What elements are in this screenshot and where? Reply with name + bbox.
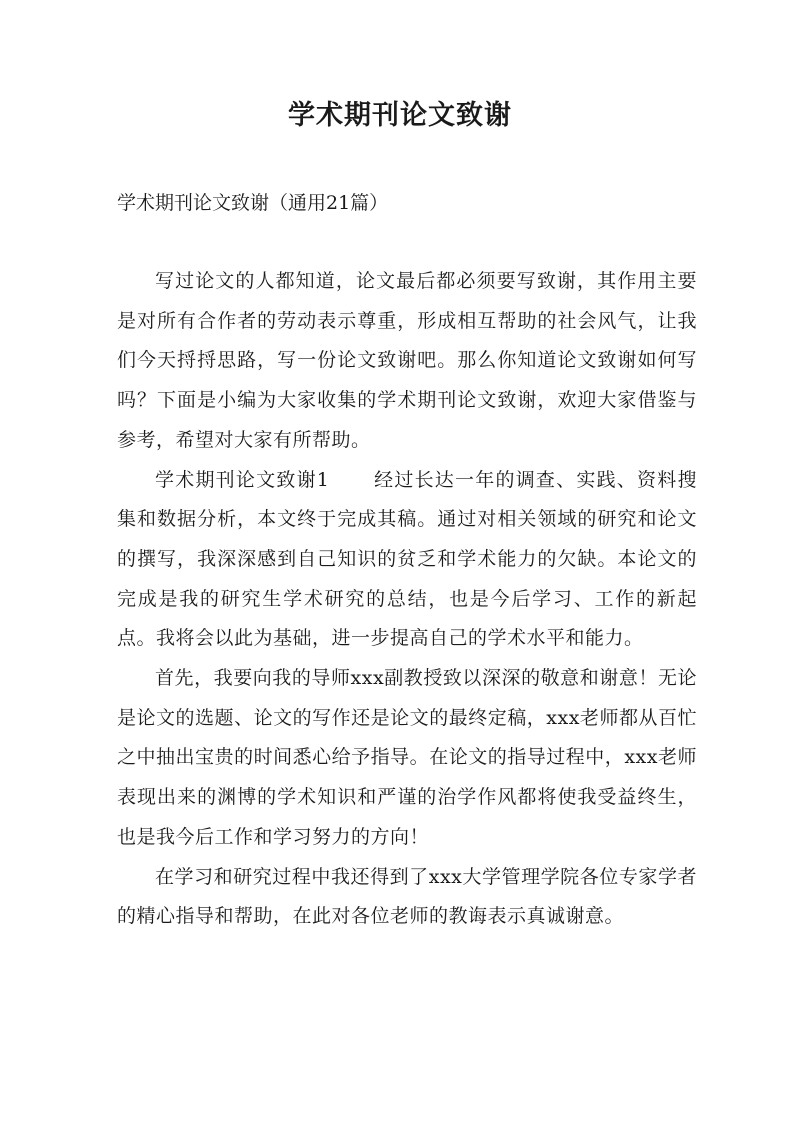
intro-paragraph: 写过论文的人都知道，论文最后都必须要写致谢，其作用主要是对所有合作者的劳动表示尊重，形成相互帮助的社会风气，让我们今天捋捋思路，写一份论文致谢吧。那么你知道论文致谢如何写吗？下面是小编为大家收集的学术期刊论文致谢，欢迎大家借鉴与参考，希望对大家有所帮助。 — [117, 270, 697, 451]
document-title: 学术期刊论文致谢 — [288, 100, 512, 131]
document-body — [117, 262, 697, 937]
section-1-paragraph — [117, 461, 697, 660]
paragraph-faculty-thanks: 在学习和研究过程中我还得到了xxx大学管理学院各位专家学者的精心指导和帮助，在此对各位老师的教诲表示真诚谢意。 — [117, 865, 697, 928]
section-1-heading: 学术期刊论文致谢1 — [155, 468, 330, 491]
section-1-text: 经过长达一年的调查、实践、资料搜集和数据分析，本文终于完成其稿。通过对相关领域的研究和论文的撰写，我深深感到自己知识的贫乏和学术能力的欠缺。本论文的完成是我的研究生学术研究的总结，也是今后学习、工作的新起点。我将会以此为基础，进一步提高自己的学术水平和能力。 — [117, 468, 697, 650]
document-subtitle: 学术期刊论文致谢（通用21篇） — [117, 192, 389, 214]
paragraph-advisor-thanks: 首先，我要向我的导师xxx副教授致以深深的敬意和谢意！无论是论文的选题、论文的写作还是论文的最终定稿，xxx老师都从百忙之中抽出宝贵的时间悉心给予指导。在论文的指导过程中，xxx老师表现出来的渊博的学术知识和严谨的治学作风都将使我受益终生，也是我今后工作和学习努力的方向！ — [117, 667, 697, 848]
